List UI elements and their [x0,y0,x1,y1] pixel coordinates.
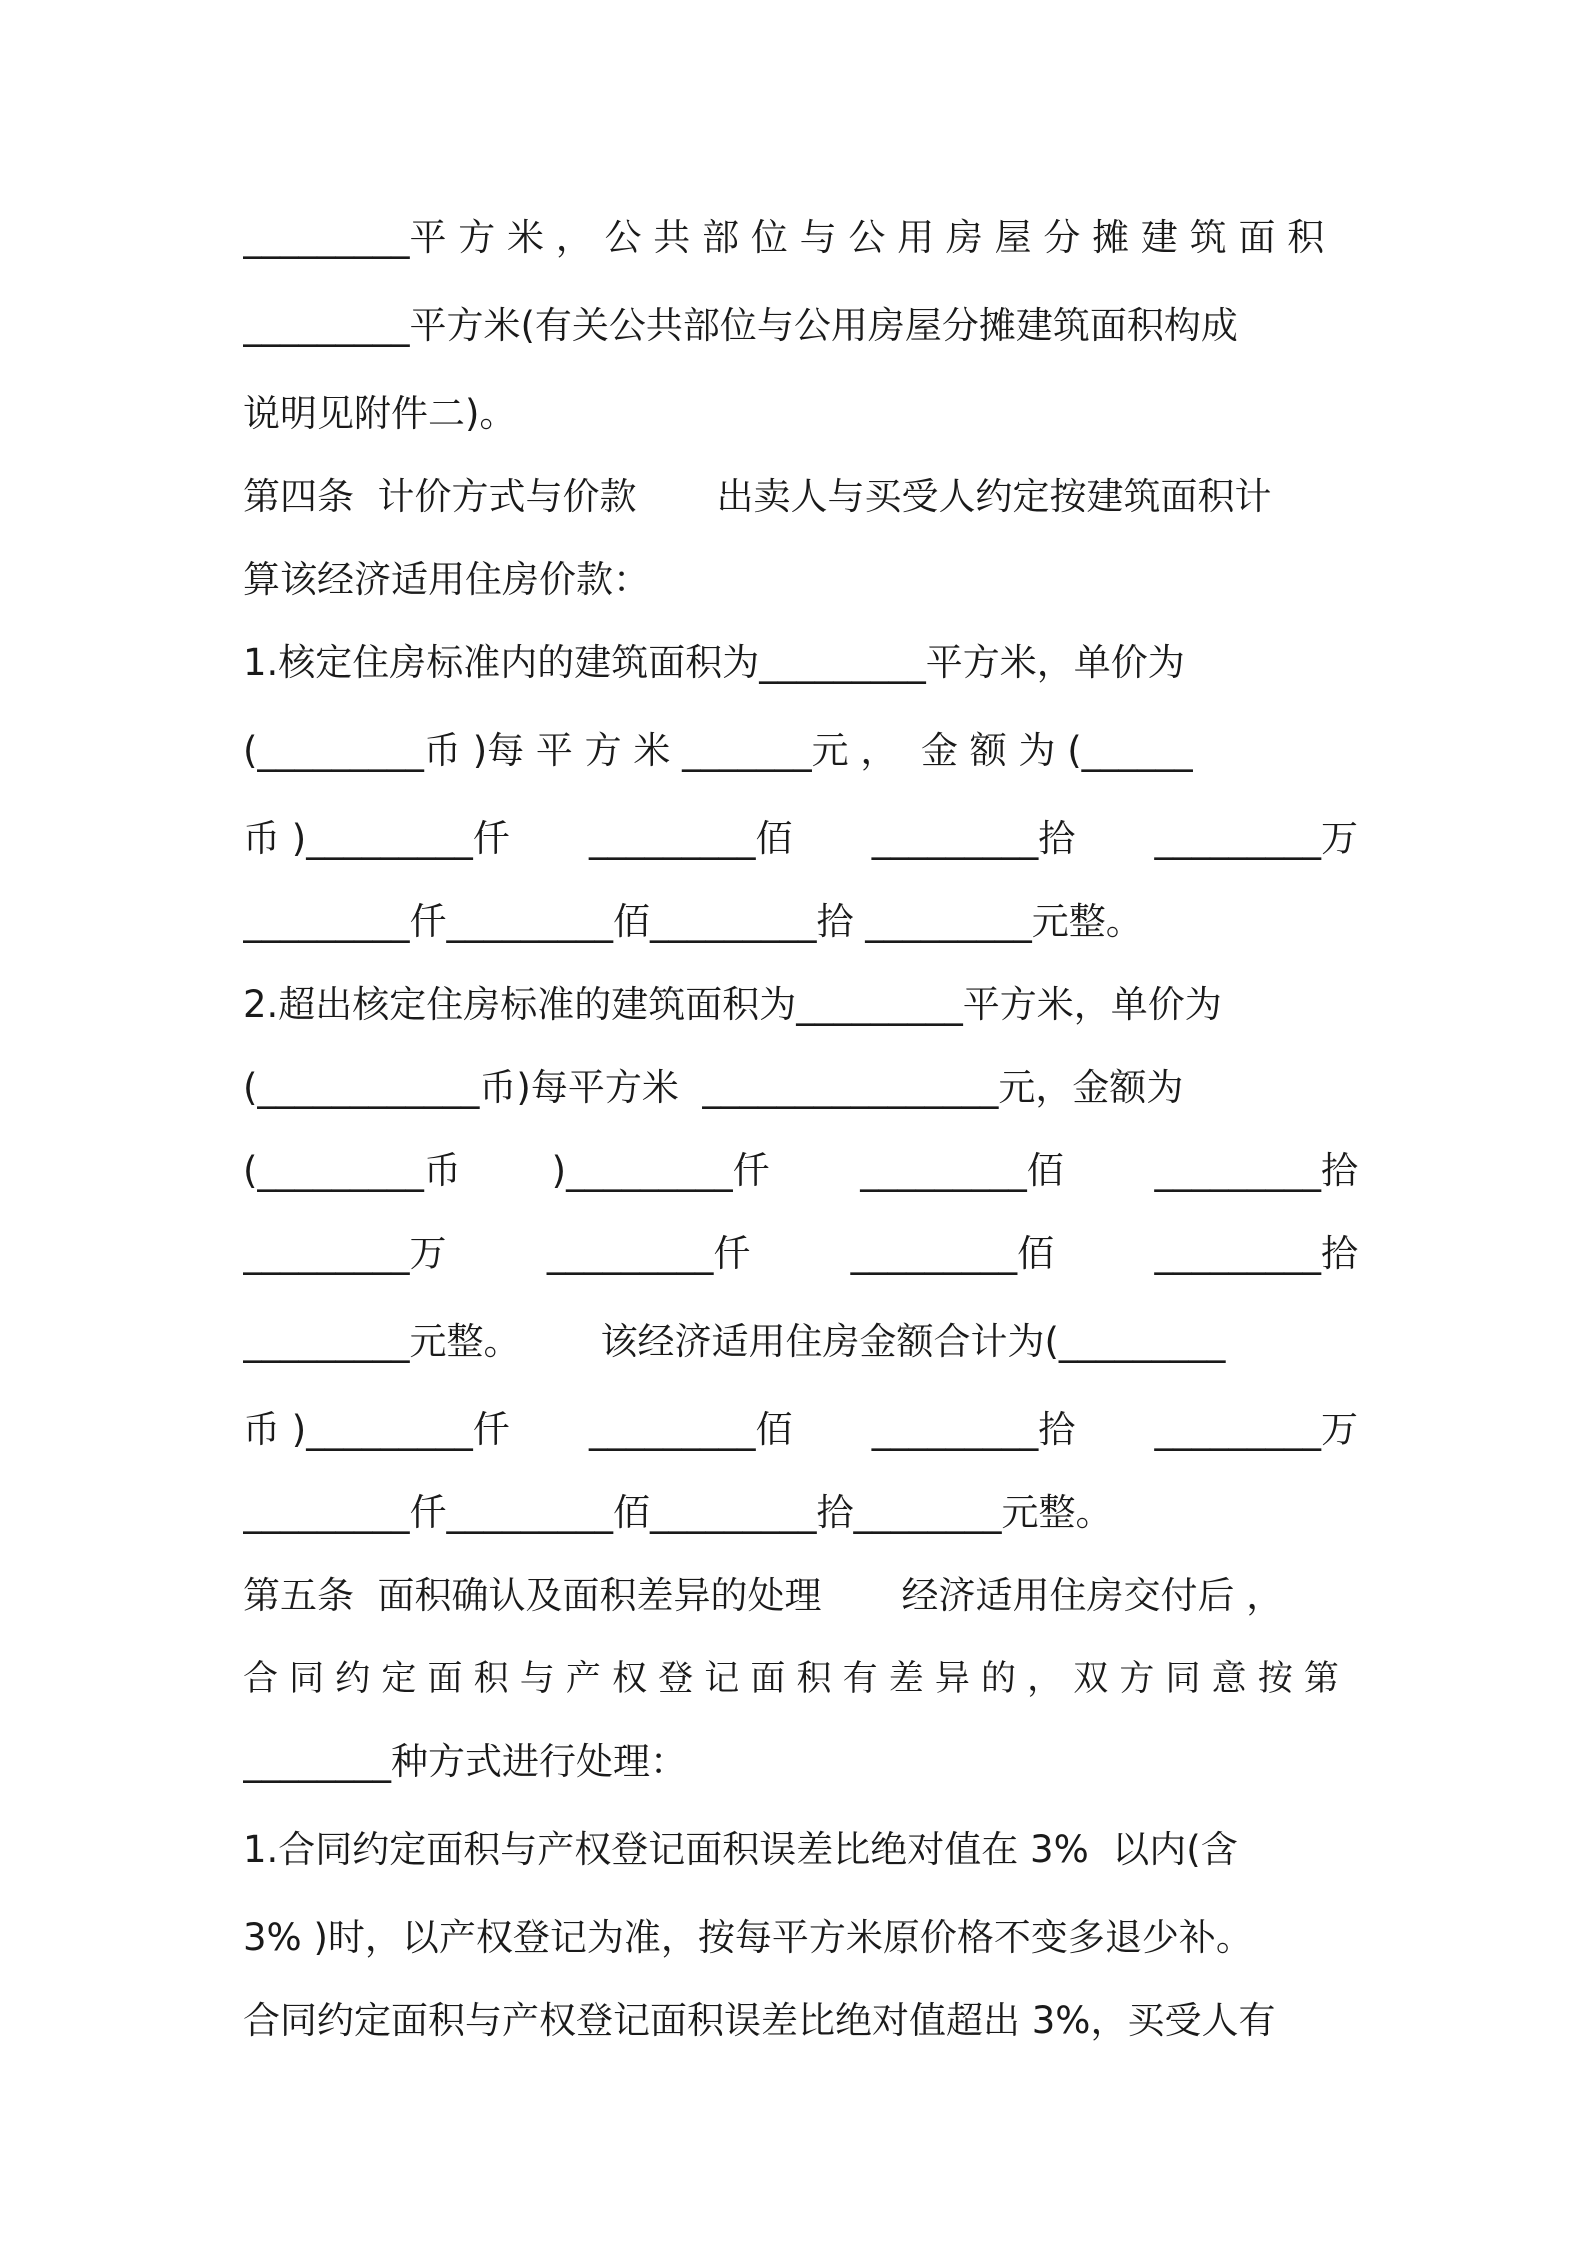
text-line [243,1720,1358,1803]
text-segment: _________仟_________佰_________拾________元整。 [243,1490,1113,1534]
text-line [243,963,1358,1046]
text-segment: _________佰 [588,816,793,860]
text-segment: 1.核定住房标准内的建筑面积为_________平方米，单价为 [243,640,1185,684]
article-four-heading: 第四条 计价方式与价款 [243,474,637,518]
document-body [243,196,1358,2062]
text-segment: 该经济适用住房金额合计为(_________ [600,1319,1226,1363]
text-segment: (____________币)每平方米 ________________元，金额为 [243,1065,1184,1109]
text-segment: _________佰 [860,1148,1064,1192]
text-line [243,196,1358,279]
text-line [243,538,1358,621]
text-segment: _________拾 [1154,1231,1358,1275]
text-segment: 1.合同约定面积与产权登记面积误差比绝对值在 3% 以内(含 [243,1827,1238,1871]
text-segment: 3% )时，以产权登记为准，按每平方米原价格不变多退少补。 [243,1915,1253,1959]
text-segment: _________平 方 米 ， 公 共 部 位 与 公 用 房 屋 分 摊 建 筑 面 积 [243,215,1325,259]
text-line [243,1896,1358,1979]
text-segment: _________佰 [850,1231,1055,1275]
article-five-heading: 第五条 面积确认及面积差异的处理 [243,1573,822,1617]
text-segment: 合同约定面积与产权登记面积误差比绝对值超出 3%，买受人有 [243,1998,1276,2042]
text-line [243,797,1358,880]
text-line [243,279,1358,372]
text-line [243,1295,1358,1388]
text-segment: _________仟 [546,1231,751,1275]
text-segment: _________拾 [871,1407,1076,1451]
text-line [243,1637,1358,1720]
text-segment: 经济适用住房交付后 ， [901,1573,1284,1617]
text-line [243,1129,1358,1212]
text-line [243,880,1358,963]
text-segment: 说明见附件二)。 [243,391,517,435]
text-line [243,621,1358,704]
text-segment: _________平方米(有关公共部位与公用房屋分摊建筑面积构成 [243,303,1238,347]
text-segment: 币 )_________仟 [243,816,510,860]
text-segment: 币 )_________仟 [243,1407,510,1451]
text-segment: (_________币 )每 平 方 米 _______元 ， 金 额 为 (______ [243,728,1193,772]
text-line [243,1471,1358,1554]
text-segment: (_________币 [243,1148,461,1192]
text-segment: 算该经济适用住房价款： [243,557,650,601]
text-segment: _________万 [1154,816,1358,860]
article-heading-line [243,455,1358,538]
text-segment: _________元整。 [243,1319,521,1363]
text-segment: _________拾 [1154,1148,1358,1192]
text-segment: )_________仟 [551,1148,770,1192]
text-segment: 2.超出核定住房标准的建筑面积为_________平方米，单价为 [243,982,1222,1026]
text-segment: _________拾 [871,816,1076,860]
text-line [243,1388,1358,1471]
text-segment: _________万 [1154,1407,1358,1451]
text-segment: 出卖人与买受人约定按建筑面积计 [716,474,1272,518]
text-segment: _________佰 [588,1407,793,1451]
text-segment: ________种方式进行处理： [243,1739,687,1783]
article-heading-line [243,1554,1358,1637]
text-segment: _________仟_________佰_________拾 _________元整。 [243,899,1143,943]
text-line [243,704,1358,797]
text-segment: 合 同 约 定 面 积 与 产 权 登 记 面 积 有 差 异 的 ， 双 方 同 意 按 第 [243,1658,1339,1699]
text-line [243,1046,1358,1129]
text-line [243,372,1358,455]
text-line [243,1212,1358,1295]
text-segment: _________万 [243,1231,447,1275]
text-line [243,1979,1358,2062]
text-line [243,1803,1358,1896]
